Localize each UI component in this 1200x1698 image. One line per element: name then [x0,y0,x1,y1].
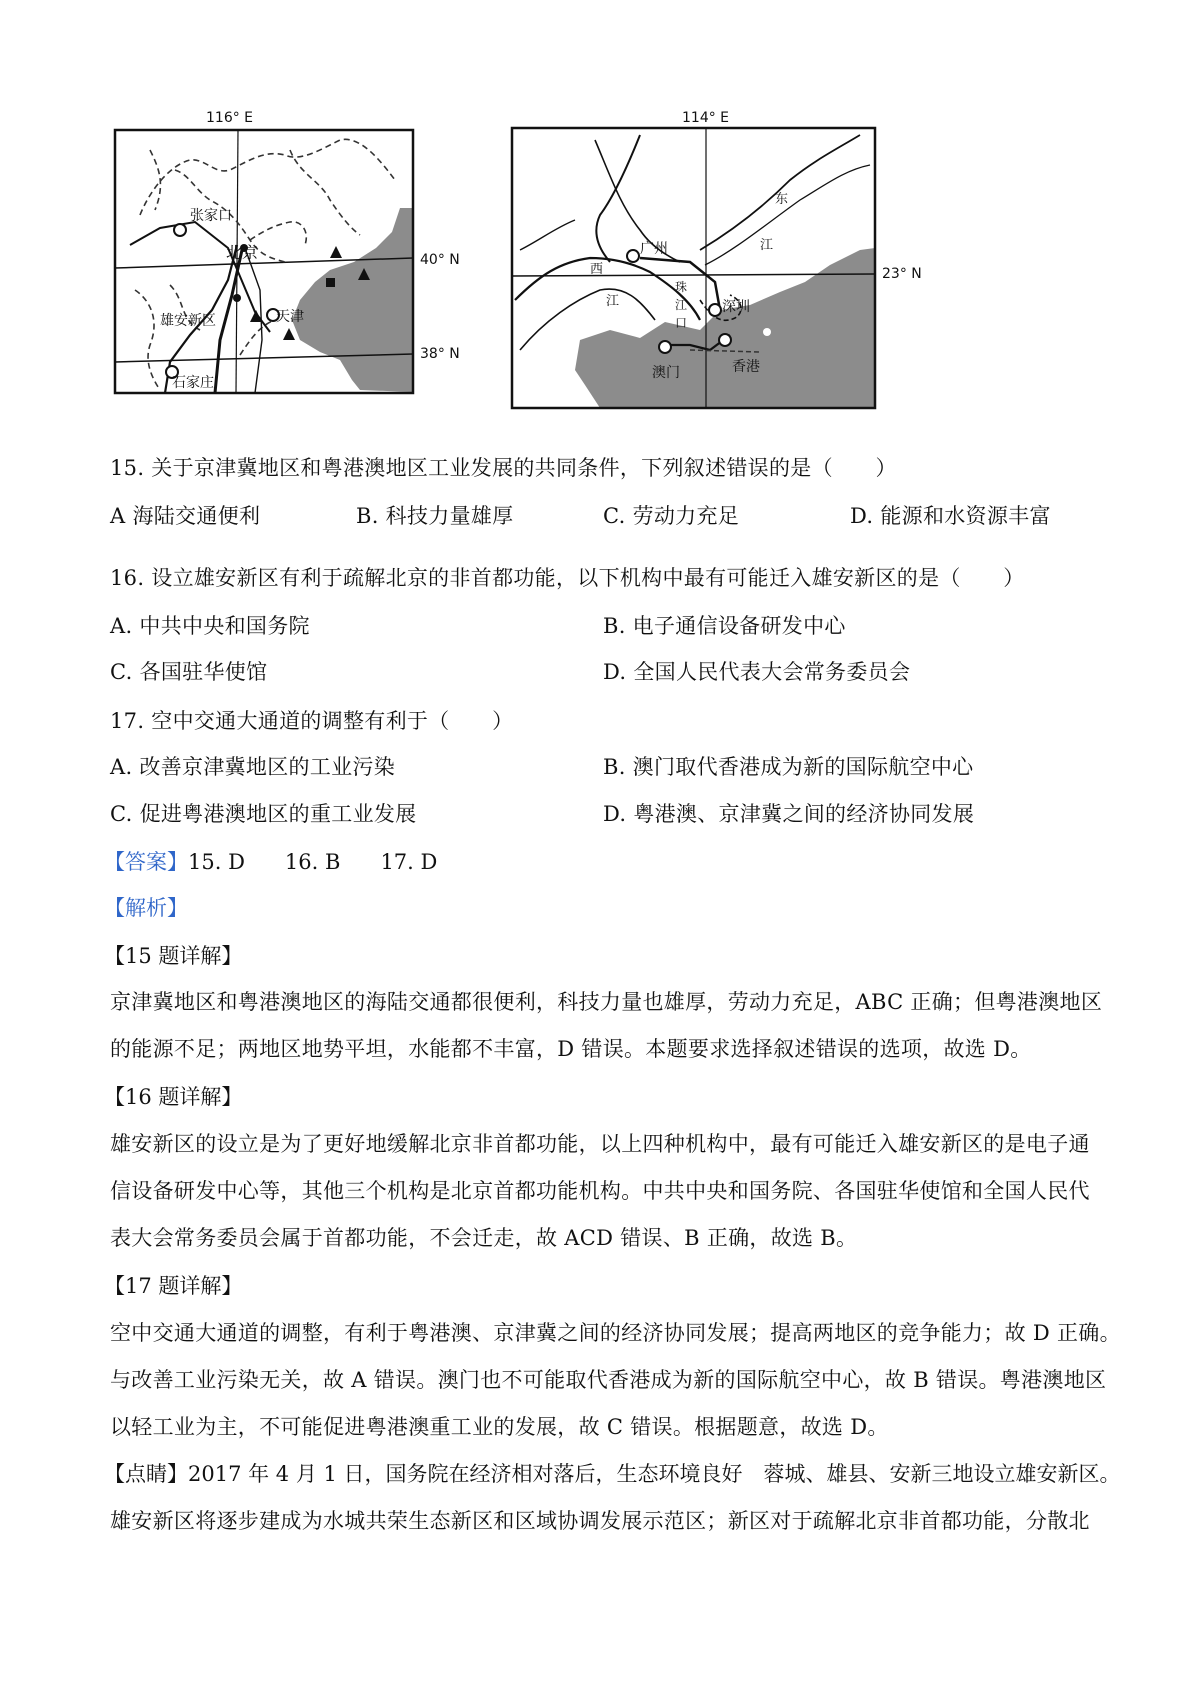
city-shijiazhuang: 石家庄 [172,375,214,391]
note-text-1: 2017 年 4 月 1 日，国务院在经济相对落后，生态环境良好 蓉城、雄县、安新三地设立雄安新区。 [188,1462,1121,1486]
d17-line-3: 以轻工业为主，不可能促进粤港澳重工业的发展，故 C 错误。根据题意，故选 D。 [110,1415,889,1439]
map-yuegangao [512,128,875,408]
q17-option-c: C. 促进粤港澳地区的重工业发展 [110,802,417,826]
d16-line-2: 信设备研发中心等，其他三个机构是北京首都功能机构。中共中央和国务院、各国驻华使馆和全国人民代 [110,1179,1090,1203]
q15-option-d: D. 能源和水资源丰富 [850,504,1051,528]
estuary-zhu: 珠 [675,280,688,294]
note-line-1 [104,1458,1121,1488]
d15-heading: 【15 题详解】 [104,944,243,968]
bohai-sea [292,208,412,392]
d16-heading: 【16 题详解】 [104,1085,243,1109]
q15-option-a: A 海陆交通便利 [110,504,261,528]
answer-tag: 【答案】 [104,850,188,874]
q16-stem: 16. 设立雄安新区有利于疏解北京的非首都功能，以下机构中最有可能迁入雄安新区的是（ ） [110,566,1025,590]
d15-line-1: 京津冀地区和粤港澳地区的海陆交通都很便利，科技力量也雄厚，劳动力充足，ABC 正确；但粤港澳地区 [110,990,1103,1014]
note-tag: 【点睛】 [104,1462,188,1486]
map-jingjinji [115,130,413,393]
d15-line-2: 的能源不足；两地区地势平坦，水能都不丰富，D 错误。本题要求选择叙述错误的选项，故选 D。 [110,1037,1032,1061]
q17-option-d: D. 粤港澳、京津冀之间的经济协同发展 [603,802,975,826]
q17-stem: 17. 空中交通大通道的调整有利于（ ） [110,709,514,733]
estuary-kou: 口 [675,316,688,330]
city-beijing: 北京 [226,243,259,262]
estuary-jiang: 江 [675,298,688,312]
river-xi-jiang: 江 [606,294,620,309]
d17-heading: 【17 题详解】 [104,1274,243,1298]
q15-option-c: C. 劳动力充足 [603,504,740,528]
river-dong: 东 [775,192,789,207]
city-macau: 澳门 [652,365,680,381]
lat-label-40: 40° N [420,252,460,268]
south-china-sea [575,248,875,408]
answer-17: 17. D [380,850,438,874]
answer-16: 16. B [284,850,341,874]
lon-label-114: 114° E [682,110,730,126]
answer-line [104,846,437,876]
q16-option-a: A. 中共中央和国务院 [110,614,310,638]
river-xi: 西 [590,262,604,277]
city-guangzhou: 广州 [640,241,668,257]
figure-maps [0,0,1200,420]
river-dong-jiang: 江 [760,238,774,253]
q15-option-b: B. 科技力量雄厚 [356,504,514,528]
city-hongkong: 香港 [732,359,760,375]
d17-line-1: 空中交通大通道的调整，有利于粤港澳、京津冀之间的经济协同发展；提高两地区的竞争能力；故 D 正确。 [110,1321,1121,1345]
city-tianjin: 天津 [276,309,304,325]
lon-label-116: 116° E [206,110,254,126]
answer-15: 15. D [188,850,245,874]
q16-option-d: D. 全国人民代表大会常务委员会 [603,660,911,684]
q17-option-b: B. 澳门取代香港成为新的国际航空中心 [603,755,974,779]
d16-line-1: 雄安新区的设立是为了更好地缓解北京非首都功能，以上四种机构中，最有可能迁入雄安新区的是电子通 [110,1132,1090,1156]
note-line-2: 雄安新区将逐步建成为水城共荣生态新区和区域协调发展示范区；新区对于疏解北京非首都功能，分散北 [110,1509,1090,1533]
analysis-tag: 【解析】 [104,896,188,920]
city-xiongan: 雄安新区 [160,313,216,329]
city-shenzhen: 深圳 [722,299,750,315]
q15-stem: 15. 关于京津冀地区和粤港澳地区工业发展的共同条件，下列叙述错误的是（ ） [110,456,897,480]
city-zhangjiakou: 张家口 [190,208,232,224]
lat-label-23: 23° N [882,266,922,282]
lat-label-38: 38° N [420,346,460,362]
q17-option-a: A. 改善京津冀地区的工业污染 [110,755,396,779]
q16-option-b: B. 电子通信设备研发中心 [603,614,846,638]
d16-line-3: 表大会常务委员会属于首都功能，不会迁走，故 ACD 错误、B 正确，故选 B。 [110,1226,858,1250]
q16-option-c: C. 各国驻华使馆 [110,660,268,684]
d17-line-2: 与改善工业污染无关，故 A 错误。澳门也不可能取代香港成为新的国际航空中心，故 B 错误。粤港澳地区 [110,1368,1107,1392]
